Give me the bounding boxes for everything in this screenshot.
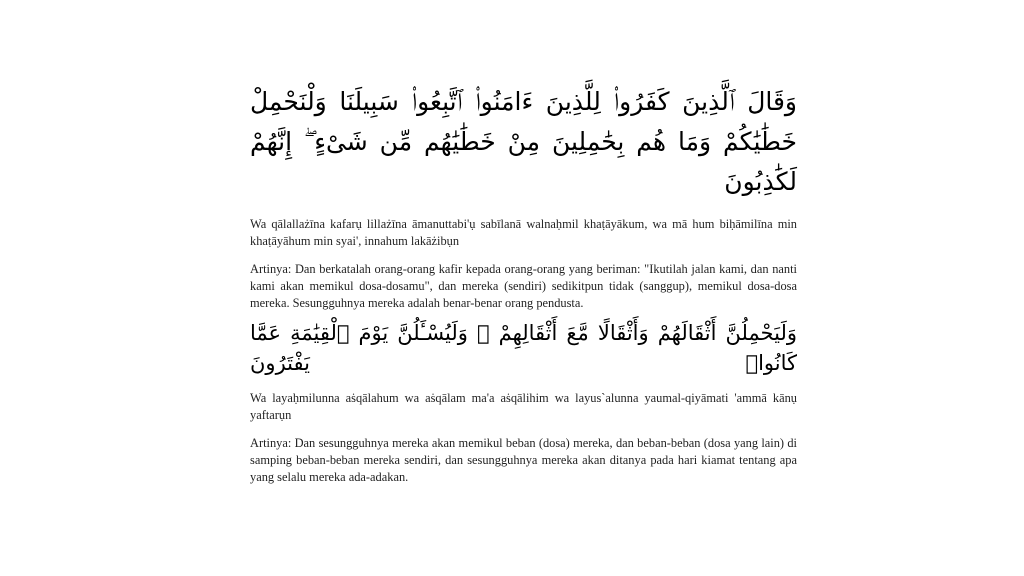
verse-2-translation: Artinya: Dan sesungguhnya mereka akan memikul beban (dosa) mereka, dan beban-beban (dosa yang lain) di samping beban-beban mereka sendiri, dan sesungguhnya mereka akan ditanya pada hari kiamat tentang apa yang selalu mereka ada-adakan. (250, 436, 797, 484)
verse-2-arabic: وَلَيَحْمِلُنَّ أَثْقَالَهُمْ وَأَثْقَالًا مَّعَ أَثْقَالِهِمْ ۖ وَلَيُسْـَٔلُنَّ يَوْمَ ٱلْقِيَٰمَةِ عَمَّا كَانُوا۟ يَفْتَرُونَ (250, 321, 797, 375)
verse-1-arabic: وَقَالَ ٱلَّذِينَ كَفَرُوا۟ لِلَّذِينَ ءَامَنُوا۟ ٱتَّبِعُوا۟ سَبِيلَنَا وَلْنَحْمِلْ خَطَٰيَٰكُمْ وَمَا هُم بِحَٰمِلِينَ مِنْ خَطَٰيَٰهُم مِّن شَىْءٍ ۖ إِنَّهُمْ لَكَٰذِبُونَ (250, 87, 797, 196)
article-content (250, 82, 797, 486)
verse-2-transliteration: Wa layaḥmilunna aṡqālahum wa aṡqālam ma'a aṡqālihim wa layus`alunna yaumal-qiyāmati 'ammā kānụ yaftarụn (250, 391, 797, 422)
verse-1-transliteration: Wa qālallażīna kafarụ lillażīna āmanuttabi'ụ sabīlanā walnaḥmil khaṭāyākum, wa mā hum biḥāmilīna min khaṭāyāhum min syai', innahum lakāżibụn (250, 217, 797, 248)
verse-1-translation: Artinya: Dan berkatalah orang-orang kafir kepada orang-orang yang beriman: "Ikutilah jalan kami, dan nanti kami akan memikul dosa-dosamu", dan mereka (sendiri) sedikitpun tidak (sanggup), memikul dosa-dosa mereka. Sesungguhnya mereka adalah benar-benar orang pendusta. (250, 262, 797, 310)
